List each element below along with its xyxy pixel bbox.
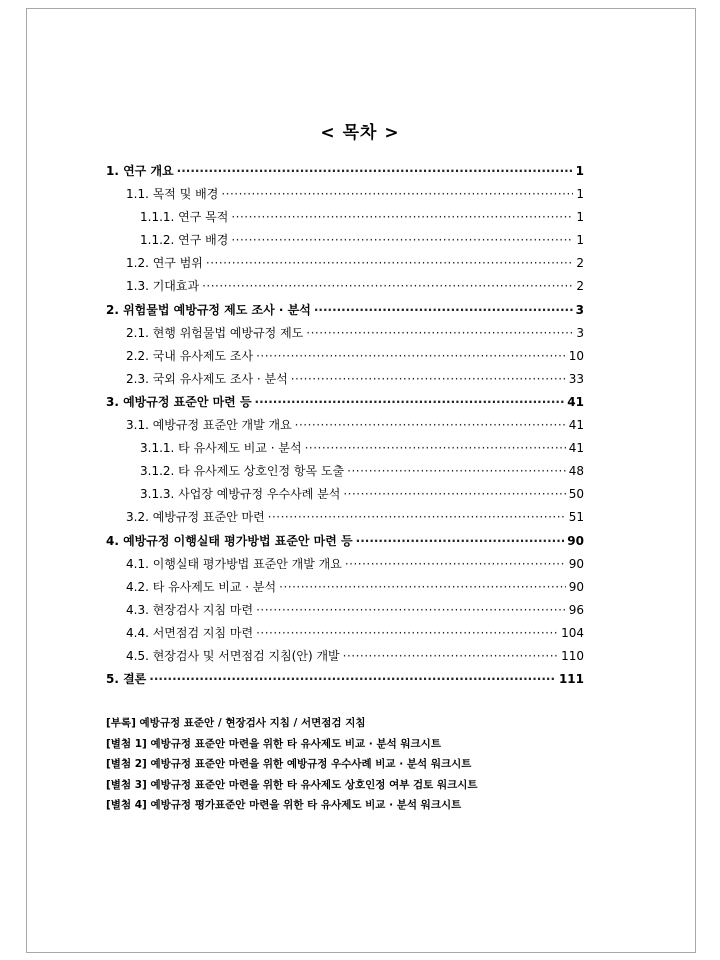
toc-entry-label: 1.1.2. 연구 배경: [140, 233, 229, 248]
toc-entry-label: 4.4. 서면점검 지침 마련: [126, 625, 254, 640]
toc-entry-label: 1.1.1. 연구 목적: [140, 210, 229, 225]
toc-leader-dots: [202, 279, 573, 293]
toc-entry: [106, 162, 584, 185]
toc-entry-label: 3.1.3. 사업장 예방규정 우수사례 분석: [140, 487, 341, 502]
toc-leader-dots: [343, 487, 565, 501]
table-of-contents: [106, 162, 584, 693]
toc-leader-dots: [291, 372, 566, 386]
toc-entry: [106, 485, 584, 508]
toc-entry: [106, 347, 584, 370]
toc-entry-page: 48: [568, 464, 584, 479]
toc-entry-label: 2. 위험물법 예방규정 제도 조사 · 분석: [106, 302, 311, 317]
toc-entry-label: 3.1.2. 타 유사제도 상호인정 항목 도출: [140, 464, 345, 479]
toc-leader-dots: [231, 210, 573, 224]
toc-entry-label: 1. 연구 개요: [106, 164, 174, 178]
toc-entry: [106, 277, 584, 300]
toc-entry: [106, 254, 584, 277]
toc-leader-dots: [256, 349, 566, 363]
toc-entry-page: 110: [561, 648, 584, 663]
toc-entry: [106, 624, 584, 647]
toc-entry-label: 2.3. 국외 유사제도 조사 · 분석: [126, 371, 288, 386]
toc-entry-page: 3: [575, 302, 584, 317]
toc-leader-dots: [314, 303, 573, 317]
toc-entry: [106, 393, 584, 416]
toc-entry-page: 41: [568, 441, 584, 456]
appendix-item: [별첨 1] 예방규정 표준안 마련을 위한 타 유사제도 비교 · 분석 워크시트: [106, 737, 441, 750]
toc-leader-dots: [268, 510, 566, 524]
toc-entry: [106, 555, 584, 578]
toc-entry-page: 1: [576, 233, 584, 248]
toc-entry-label: 3.2. 예방규정 표준안 마련: [126, 510, 265, 525]
toc-entry-page: 90: [568, 556, 584, 571]
toc-entry-label: 1.3. 기대효과: [126, 279, 200, 294]
toc-entry-label: 5. 결론: [106, 672, 147, 687]
toc-leader-dots: [306, 326, 573, 340]
toc-entry: [106, 370, 584, 393]
toc-entry-label: 4. 예방규정 이행실태 평가방법 표준안 마련 등: [106, 533, 353, 548]
toc-entry: [106, 647, 584, 670]
toc-entry: [106, 601, 584, 624]
toc-leader-dots: [149, 672, 556, 686]
toc-leader-dots: [206, 256, 573, 270]
toc-entry-page: 90: [568, 579, 584, 594]
appendix-list: [106, 713, 626, 816]
toc-entry-label: 2.2. 국내 유사제도 조사: [126, 348, 254, 363]
toc-entry-label: 4.5. 현장검사 및 서면점검 지침(안) 개발: [126, 648, 340, 663]
toc-entry: [106, 324, 584, 347]
toc-entry: [106, 439, 584, 462]
toc-entry-label: 4.3. 현장검사 지침 마련: [126, 602, 254, 617]
toc-entry-label: 4.1. 이행실태 평가방법 표준안 개발 개요: [126, 556, 342, 571]
toc-entry-page: 10: [568, 348, 584, 363]
toc-entry-page: 1: [576, 187, 584, 202]
toc-entry-label: 1.1. 목적 및 배경: [126, 187, 219, 202]
toc-entry-label: 2.1. 현행 위험물법 예방규정 제도: [126, 325, 304, 340]
toc-leader-dots: [221, 187, 573, 201]
toc-title: < 목차 >: [320, 123, 400, 143]
toc-entry-page: 51: [568, 510, 584, 525]
toc-entry-page: 104: [561, 625, 584, 640]
appendix-item: [별첨 3] 예방규정 표준안 마련을 위한 타 유사제도 상호인정 여부 검토 워크시트: [106, 778, 478, 791]
toc-entry-page: 111: [558, 672, 584, 687]
toc-entry-page: 1: [575, 164, 584, 178]
appendix-item: [부록] 예방규정 표준안 / 현장검사 지침 / 서면점검 지침: [106, 717, 366, 729]
toc-entry: [106, 185, 584, 208]
toc-entry-page: 50: [568, 487, 584, 502]
toc-entry: [106, 532, 584, 555]
toc-leader-dots: [231, 233, 573, 247]
toc-leader-dots: [255, 395, 565, 409]
toc-entry: [106, 301, 584, 324]
toc-entry: [106, 462, 584, 485]
toc-entry: [106, 578, 584, 601]
toc-entry: [106, 508, 584, 531]
toc-entry-page: 2: [576, 279, 584, 294]
toc-entry: [106, 670, 584, 693]
toc-entry: [106, 208, 584, 231]
toc-entry-page: 2: [576, 256, 584, 271]
toc-entry-page: 41: [568, 418, 584, 433]
toc-entry-label: 3. 예방규정 표준안 마련 등: [106, 394, 252, 409]
toc-leader-dots: [343, 649, 558, 663]
toc-leader-dots: [347, 464, 566, 478]
appendix-item: [별첨 4] 예방규정 평가표준안 마련을 위한 타 유사제도 비교 · 분석 워크시트: [106, 799, 462, 811]
toc-leader-dots: [256, 603, 566, 617]
toc-leader-dots: [177, 164, 573, 178]
toc-entry-page: 33: [568, 371, 584, 386]
toc-entry: [106, 231, 584, 254]
toc-leader-dots: [256, 626, 558, 640]
toc-entry-label: 1.2. 연구 범위: [126, 256, 203, 271]
toc-leader-dots: [356, 534, 565, 548]
toc-leader-dots: [279, 580, 566, 594]
toc-leader-dots: [295, 418, 566, 432]
appendix-item: [별첨 2] 예방규정 표준안 마련을 위한 예방규정 우수사례 비교 · 분석 워크시트: [106, 758, 472, 770]
toc-entry-label: 3.1.1. 타 유사제도 비교 · 분석: [140, 441, 302, 456]
toc-entry-label: 4.2. 타 유사제도 비교 · 분석: [126, 579, 277, 594]
toc-leader-dots: [345, 557, 566, 571]
toc-entry: [106, 416, 584, 439]
toc-entry-page: 41: [567, 394, 584, 409]
toc-entry-page: 1: [576, 210, 584, 225]
toc-entry-label: 3.1. 예방규정 표준안 개발 개요: [126, 418, 292, 433]
toc-entry-page: 96: [568, 602, 584, 617]
toc-entry-page: 90: [567, 533, 584, 548]
toc-leader-dots: [305, 441, 566, 455]
toc-entry-page: 3: [576, 325, 584, 340]
